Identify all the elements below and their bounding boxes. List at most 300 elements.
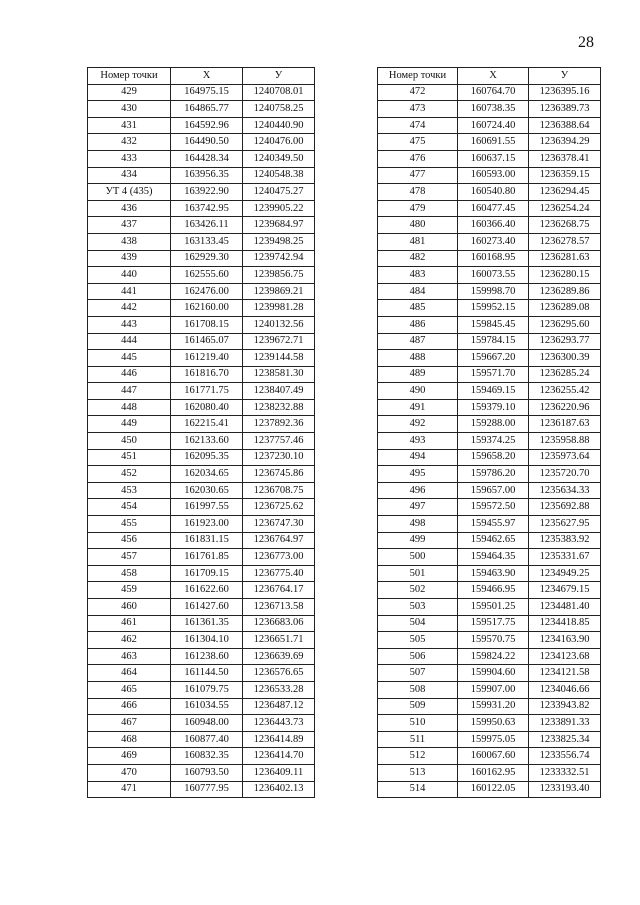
point-number-cell: 501 — [378, 565, 458, 582]
table-row — [378, 648, 601, 665]
point-number-cell: 460 — [88, 599, 171, 616]
table-row — [88, 316, 315, 333]
point-number-cell: 485 — [378, 300, 458, 317]
point-number-cell: 482 — [378, 250, 458, 267]
y-coordinate-cell: 1239498.25 — [243, 233, 315, 250]
x-coordinate-cell: 163133.45 — [171, 233, 243, 250]
x-coordinate-cell: 162034.65 — [171, 466, 243, 483]
point-number-cell: 472 — [378, 84, 458, 101]
point-number-cell: 429 — [88, 84, 171, 101]
table-row — [378, 184, 601, 201]
x-coordinate-cell: 164975.15 — [171, 84, 243, 101]
x-coordinate-cell: 160691.55 — [458, 134, 529, 151]
point-number-cell: 505 — [378, 632, 458, 649]
y-coordinate-cell: 1233556.74 — [529, 748, 601, 765]
point-number-cell: 430 — [88, 101, 171, 118]
y-coordinate-cell: 1239869.21 — [243, 283, 315, 300]
x-coordinate-cell: 159466.95 — [458, 582, 529, 599]
point-number-cell: 484 — [378, 283, 458, 300]
table-row — [378, 333, 601, 350]
y-coordinate-cell: 1236255.42 — [529, 383, 601, 400]
point-number-cell: 508 — [378, 681, 458, 698]
point-number-cell: 446 — [88, 366, 171, 383]
x-coordinate-cell: 160877.40 — [171, 731, 243, 748]
table-row — [378, 764, 601, 781]
y-coordinate-cell: 1234679.15 — [529, 582, 601, 599]
table-row — [88, 416, 315, 433]
y-coordinate-cell: 1235973.64 — [529, 449, 601, 466]
table-row — [88, 150, 315, 167]
point-number-cell: 474 — [378, 117, 458, 134]
table-row — [88, 599, 315, 616]
y-coordinate-cell: 1236300.39 — [529, 350, 601, 367]
y-coordinate-cell: 1240132.56 — [243, 316, 315, 333]
table-row — [378, 582, 601, 599]
x-coordinate-cell: 161816.70 — [171, 366, 243, 383]
x-coordinate-cell: 163922.90 — [171, 184, 243, 201]
y-coordinate-cell: 1236395.16 — [529, 84, 601, 101]
table-row — [378, 150, 601, 167]
x-coordinate-cell: 160067.60 — [458, 748, 529, 765]
point-number-cell: 457 — [88, 549, 171, 566]
y-coordinate-cell: 1236764.97 — [243, 532, 315, 549]
table-row — [88, 267, 315, 284]
point-number-cell: 450 — [88, 433, 171, 450]
header-point-number: Номер точки — [378, 68, 458, 85]
x-coordinate-cell: 159998.70 — [458, 283, 529, 300]
y-coordinate-cell: 1235634.33 — [529, 482, 601, 499]
y-coordinate-cell: 1236294.45 — [529, 184, 601, 201]
point-number-cell: 444 — [88, 333, 171, 350]
y-coordinate-cell: 1236683.06 — [243, 615, 315, 632]
x-coordinate-cell: 161708.15 — [171, 316, 243, 333]
table-row — [378, 300, 601, 317]
x-coordinate-cell: 159658.20 — [458, 449, 529, 466]
table-row — [378, 632, 601, 649]
y-coordinate-cell: 1236394.29 — [529, 134, 601, 151]
table-row — [88, 300, 315, 317]
y-coordinate-cell: 1234121.58 — [529, 665, 601, 682]
point-number-cell: 478 — [378, 184, 458, 201]
table-row — [378, 482, 601, 499]
table-row — [378, 698, 601, 715]
table-row — [378, 217, 601, 234]
y-coordinate-cell: 1236220.96 — [529, 399, 601, 416]
point-number-cell: 476 — [378, 150, 458, 167]
point-number-cell: 500 — [378, 549, 458, 566]
table-row — [378, 267, 601, 284]
point-number-cell: 448 — [88, 399, 171, 416]
x-coordinate-cell: 163742.95 — [171, 200, 243, 217]
header-point-number: Номер точки — [88, 68, 171, 85]
x-coordinate-cell: 163426.11 — [171, 217, 243, 234]
y-coordinate-cell: 1236378.41 — [529, 150, 601, 167]
x-coordinate-cell: 160764.70 — [458, 84, 529, 101]
table-row — [378, 516, 601, 533]
table-row — [88, 781, 315, 798]
table-row — [378, 715, 601, 732]
x-coordinate-cell: 161427.60 — [171, 599, 243, 616]
x-coordinate-cell: 160073.55 — [458, 267, 529, 284]
table-row — [378, 200, 601, 217]
table-row — [88, 449, 315, 466]
x-coordinate-cell: 161771.75 — [171, 383, 243, 400]
point-number-cell: 434 — [88, 167, 171, 184]
point-number-cell: 438 — [88, 233, 171, 250]
x-coordinate-cell: 160637.15 — [458, 150, 529, 167]
y-coordinate-cell: 1236576.65 — [243, 665, 315, 682]
point-number-cell: 481 — [378, 233, 458, 250]
point-number-cell: 506 — [378, 648, 458, 665]
x-coordinate-cell: 160540.80 — [458, 184, 529, 201]
x-coordinate-cell: 159657.00 — [458, 482, 529, 499]
y-coordinate-cell: 1234418.85 — [529, 615, 601, 632]
y-coordinate-cell: 1236533.28 — [243, 681, 315, 698]
table-row — [88, 383, 315, 400]
table-row — [88, 433, 315, 450]
table-row — [88, 134, 315, 151]
y-coordinate-cell: 1236281.63 — [529, 250, 601, 267]
table-row — [378, 665, 601, 682]
x-coordinate-cell: 160273.40 — [458, 233, 529, 250]
table-row — [88, 167, 315, 184]
table-row — [378, 599, 601, 616]
table-row — [378, 167, 601, 184]
y-coordinate-cell: 1240758.25 — [243, 101, 315, 118]
y-coordinate-cell: 1236268.75 — [529, 217, 601, 234]
x-coordinate-cell: 161238.60 — [171, 648, 243, 665]
y-coordinate-cell: 1236280.15 — [529, 267, 601, 284]
point-number-cell: 441 — [88, 283, 171, 300]
y-coordinate-cell: 1234046.66 — [529, 681, 601, 698]
table-row — [88, 250, 315, 267]
y-coordinate-cell: 1236254.24 — [529, 200, 601, 217]
point-number-cell: 498 — [378, 516, 458, 533]
x-coordinate-cell: 160793.50 — [171, 764, 243, 781]
table-row — [378, 399, 601, 416]
x-coordinate-cell: 159784.15 — [458, 333, 529, 350]
coordinates-table-left — [87, 67, 315, 798]
point-number-cell: 507 — [378, 665, 458, 682]
table-row — [378, 134, 601, 151]
point-number-cell: 465 — [88, 681, 171, 698]
point-number-cell: 456 — [88, 532, 171, 549]
table-row — [88, 184, 315, 201]
y-coordinate-cell: 1236414.70 — [243, 748, 315, 765]
y-coordinate-cell: 1240349.50 — [243, 150, 315, 167]
y-coordinate-cell: 1239672.71 — [243, 333, 315, 350]
y-coordinate-cell: 1240708.01 — [243, 84, 315, 101]
table-row — [378, 84, 601, 101]
table-row — [88, 615, 315, 632]
y-coordinate-cell: 1236443.73 — [243, 715, 315, 732]
table-row — [88, 366, 315, 383]
x-coordinate-cell: 160738.35 — [458, 101, 529, 118]
point-number-cell: 439 — [88, 250, 171, 267]
table-row — [378, 549, 601, 566]
y-coordinate-cell: 1239981.28 — [243, 300, 315, 317]
x-coordinate-cell: 162555.60 — [171, 267, 243, 284]
x-coordinate-cell: 159455.97 — [458, 516, 529, 533]
table-row — [88, 482, 315, 499]
page-number: 28 — [578, 34, 594, 51]
y-coordinate-cell: 1234949.25 — [529, 565, 601, 582]
point-number-cell: 503 — [378, 599, 458, 616]
table-row — [88, 466, 315, 483]
y-coordinate-cell: 1240548.38 — [243, 167, 315, 184]
point-number-cell: 488 — [378, 350, 458, 367]
point-number-cell: 496 — [378, 482, 458, 499]
x-coordinate-cell: 159379.10 — [458, 399, 529, 416]
y-coordinate-cell: 1236293.77 — [529, 333, 601, 350]
x-coordinate-cell: 160162.95 — [458, 764, 529, 781]
table-row — [378, 350, 601, 367]
x-coordinate-cell: 162160.00 — [171, 300, 243, 317]
point-number-cell: 442 — [88, 300, 171, 317]
x-coordinate-cell: 162476.00 — [171, 283, 243, 300]
point-number-cell: 443 — [88, 316, 171, 333]
point-number-cell: 466 — [88, 698, 171, 715]
y-coordinate-cell: 1235958.88 — [529, 433, 601, 450]
x-coordinate-cell: 162133.60 — [171, 433, 243, 450]
x-coordinate-cell: 162215.41 — [171, 416, 243, 433]
y-coordinate-cell: 1236359.15 — [529, 167, 601, 184]
point-number-cell: 480 — [378, 217, 458, 234]
point-number-cell: 494 — [378, 449, 458, 466]
x-coordinate-cell: 163956.35 — [171, 167, 243, 184]
point-number-cell: 492 — [378, 416, 458, 433]
x-coordinate-cell: 161079.75 — [171, 681, 243, 698]
y-coordinate-cell: 1235627.95 — [529, 516, 601, 533]
point-number-cell: 468 — [88, 731, 171, 748]
point-number-cell: 462 — [88, 632, 171, 649]
point-number-cell: 491 — [378, 399, 458, 416]
point-number-cell: 479 — [378, 200, 458, 217]
point-number-cell: 475 — [378, 134, 458, 151]
y-coordinate-cell: 1234123.68 — [529, 648, 601, 665]
table-row — [88, 499, 315, 516]
point-number-cell: 449 — [88, 416, 171, 433]
point-number-cell: 471 — [88, 781, 171, 798]
table-row — [88, 764, 315, 781]
y-coordinate-cell: 1236402.13 — [243, 781, 315, 798]
x-coordinate-cell: 159469.15 — [458, 383, 529, 400]
x-coordinate-cell: 164428.34 — [171, 150, 243, 167]
table-row — [88, 582, 315, 599]
x-coordinate-cell: 160593.00 — [458, 167, 529, 184]
x-coordinate-cell: 159462.65 — [458, 532, 529, 549]
table-header-row — [378, 68, 601, 85]
y-coordinate-cell: 1233943.82 — [529, 698, 601, 715]
y-coordinate-cell: 1236289.08 — [529, 300, 601, 317]
point-number-cell: 454 — [88, 499, 171, 516]
y-coordinate-cell: 1235720.70 — [529, 466, 601, 483]
table-row — [378, 466, 601, 483]
point-number-cell: 511 — [378, 731, 458, 748]
header-y: У — [529, 68, 601, 85]
x-coordinate-cell: 159931.20 — [458, 698, 529, 715]
table-row — [88, 333, 315, 350]
y-coordinate-cell: 1238232.88 — [243, 399, 315, 416]
x-coordinate-cell: 159950.63 — [458, 715, 529, 732]
y-coordinate-cell: 1235331.67 — [529, 549, 601, 566]
x-coordinate-cell: 164865.77 — [171, 101, 243, 118]
x-coordinate-cell: 161761.85 — [171, 549, 243, 566]
y-coordinate-cell: 1236414.89 — [243, 731, 315, 748]
point-number-cell: 493 — [378, 433, 458, 450]
table-row — [378, 416, 601, 433]
y-coordinate-cell: 1238581.30 — [243, 366, 315, 383]
point-number-cell: 459 — [88, 582, 171, 599]
x-coordinate-cell: 159571.70 — [458, 366, 529, 383]
point-number-cell: 470 — [88, 764, 171, 781]
y-coordinate-cell: 1236713.58 — [243, 599, 315, 616]
x-coordinate-cell: 164592.96 — [171, 117, 243, 134]
table-row — [378, 250, 601, 267]
y-coordinate-cell: 1236487.12 — [243, 698, 315, 715]
y-coordinate-cell: 1240440.90 — [243, 117, 315, 134]
y-coordinate-cell: 1238407.49 — [243, 383, 315, 400]
y-coordinate-cell: 1233825.34 — [529, 731, 601, 748]
point-number-cell: 453 — [88, 482, 171, 499]
table-row — [88, 84, 315, 101]
table-row — [88, 698, 315, 715]
point-number-cell: 473 — [378, 101, 458, 118]
table-row — [378, 366, 601, 383]
point-number-cell: 433 — [88, 150, 171, 167]
y-coordinate-cell: 1236389.73 — [529, 101, 601, 118]
x-coordinate-cell: 161144.50 — [171, 665, 243, 682]
point-number-cell: 431 — [88, 117, 171, 134]
x-coordinate-cell: 162095.35 — [171, 449, 243, 466]
table-row — [88, 283, 315, 300]
point-number-cell: 467 — [88, 715, 171, 732]
point-number-cell: 436 — [88, 200, 171, 217]
y-coordinate-cell: 1236747.30 — [243, 516, 315, 533]
y-coordinate-cell: 1235383.92 — [529, 532, 601, 549]
y-coordinate-cell: 1236289.86 — [529, 283, 601, 300]
x-coordinate-cell: 161831.15 — [171, 532, 243, 549]
header-x: X — [458, 68, 529, 85]
x-coordinate-cell: 159572.50 — [458, 499, 529, 516]
y-coordinate-cell: 1240476.00 — [243, 134, 315, 151]
point-number-cell: 486 — [378, 316, 458, 333]
x-coordinate-cell: 162030.65 — [171, 482, 243, 499]
point-number-cell: 512 — [378, 748, 458, 765]
y-coordinate-cell: 1236187.63 — [529, 416, 601, 433]
point-number-cell: 440 — [88, 267, 171, 284]
x-coordinate-cell: 159975.05 — [458, 731, 529, 748]
x-coordinate-cell: 159517.75 — [458, 615, 529, 632]
table-row — [88, 748, 315, 765]
table-row — [378, 101, 601, 118]
point-number-cell: 452 — [88, 466, 171, 483]
y-coordinate-cell: 1236409.11 — [243, 764, 315, 781]
x-coordinate-cell: 159907.00 — [458, 681, 529, 698]
coordinates-table-right — [377, 67, 601, 798]
table-row — [88, 565, 315, 582]
x-coordinate-cell: 160366.40 — [458, 217, 529, 234]
table-row — [88, 681, 315, 698]
point-number-cell: 437 — [88, 217, 171, 234]
table-row — [378, 781, 601, 798]
table-row — [88, 715, 315, 732]
x-coordinate-cell: 164490.50 — [171, 134, 243, 151]
y-coordinate-cell: 1239742.94 — [243, 250, 315, 267]
table-row — [378, 117, 601, 134]
x-coordinate-cell: 161034.55 — [171, 698, 243, 715]
point-number-cell: 504 — [378, 615, 458, 632]
x-coordinate-cell: 159667.20 — [458, 350, 529, 367]
y-coordinate-cell: 1240475.27 — [243, 184, 315, 201]
x-coordinate-cell: 159952.15 — [458, 300, 529, 317]
table-row — [88, 532, 315, 549]
y-coordinate-cell: 1233891.33 — [529, 715, 601, 732]
table-row — [88, 350, 315, 367]
x-coordinate-cell: 159374.25 — [458, 433, 529, 450]
point-number-cell: 464 — [88, 665, 171, 682]
point-number-cell: 514 — [378, 781, 458, 798]
table-row — [378, 681, 601, 698]
table-row — [378, 532, 601, 549]
y-coordinate-cell: 1239684.97 — [243, 217, 315, 234]
table-row — [88, 399, 315, 416]
point-number-cell: 463 — [88, 648, 171, 665]
x-coordinate-cell: 159786.20 — [458, 466, 529, 483]
x-coordinate-cell: 159570.75 — [458, 632, 529, 649]
x-coordinate-cell: 161304.10 — [171, 632, 243, 649]
table-header-row — [88, 68, 315, 85]
y-coordinate-cell: 1236773.00 — [243, 549, 315, 566]
table-row — [88, 632, 315, 649]
point-number-cell: 489 — [378, 366, 458, 383]
point-number-cell: 495 — [378, 466, 458, 483]
point-number-cell: 510 — [378, 715, 458, 732]
y-coordinate-cell: 1239856.75 — [243, 267, 315, 284]
point-number-cell: УТ 4 (435) — [88, 184, 171, 201]
table-row — [378, 316, 601, 333]
point-number-cell: 499 — [378, 532, 458, 549]
x-coordinate-cell: 159464.35 — [458, 549, 529, 566]
point-number-cell: 432 — [88, 134, 171, 151]
x-coordinate-cell: 162080.40 — [171, 399, 243, 416]
header-x: X — [171, 68, 243, 85]
y-coordinate-cell: 1236295.60 — [529, 316, 601, 333]
x-coordinate-cell: 160122.05 — [458, 781, 529, 798]
y-coordinate-cell: 1237892.36 — [243, 416, 315, 433]
table-row — [88, 731, 315, 748]
x-coordinate-cell: 161219.40 — [171, 350, 243, 367]
point-number-cell: 451 — [88, 449, 171, 466]
y-coordinate-cell: 1239144.58 — [243, 350, 315, 367]
table-row — [378, 731, 601, 748]
y-coordinate-cell: 1236388.64 — [529, 117, 601, 134]
table-row — [378, 433, 601, 450]
y-coordinate-cell: 1236764.17 — [243, 582, 315, 599]
point-number-cell: 455 — [88, 516, 171, 533]
table-row — [88, 200, 315, 217]
table-row — [88, 648, 315, 665]
x-coordinate-cell: 159463.90 — [458, 565, 529, 582]
y-coordinate-cell: 1236775.40 — [243, 565, 315, 582]
x-coordinate-cell: 159501.25 — [458, 599, 529, 616]
point-number-cell: 490 — [378, 383, 458, 400]
point-number-cell: 469 — [88, 748, 171, 765]
x-coordinate-cell: 161923.00 — [171, 516, 243, 533]
x-coordinate-cell: 160777.95 — [171, 781, 243, 798]
y-coordinate-cell: 1234163.90 — [529, 632, 601, 649]
point-number-cell: 513 — [378, 764, 458, 781]
